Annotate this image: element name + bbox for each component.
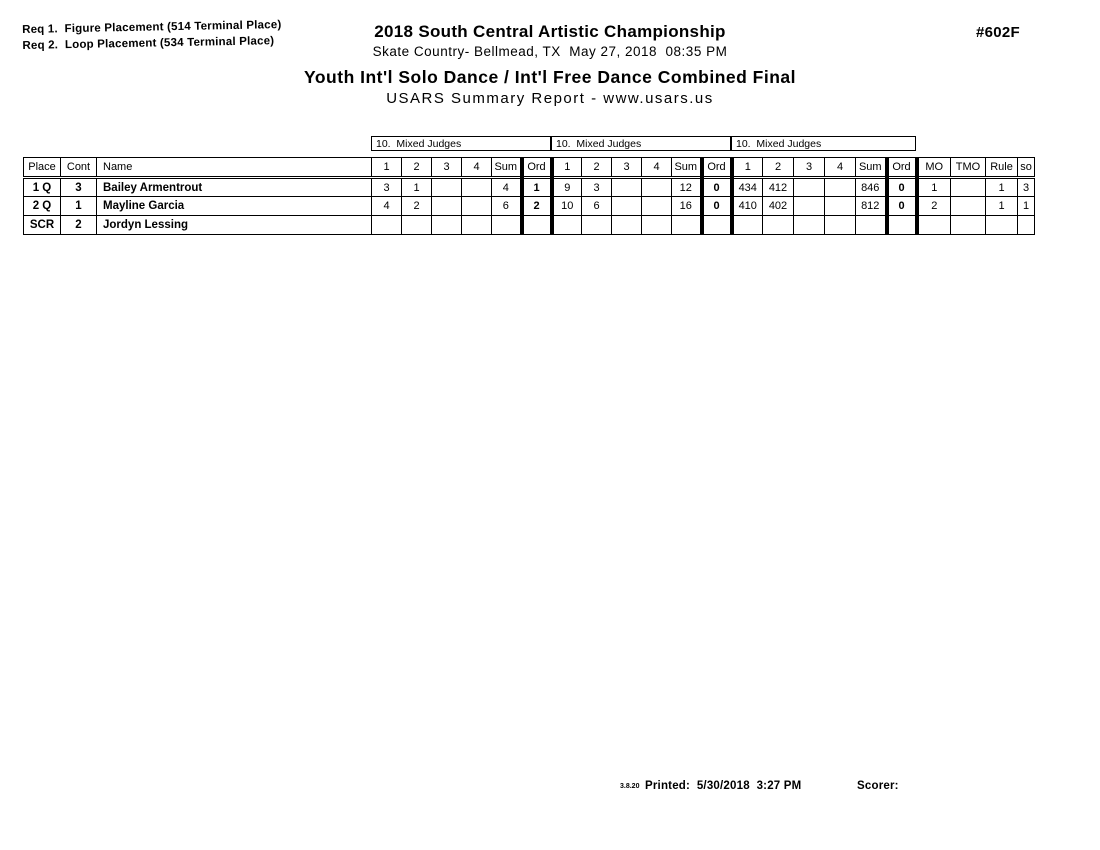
mo-cell <box>917 216 951 235</box>
score-cell <box>582 216 612 235</box>
score-cell <box>432 178 462 197</box>
col-header-judge2: 2 <box>402 158 432 178</box>
footer-printed-timestamp: Printed: 5/30/2018 3:27 PM <box>645 780 802 792</box>
score-cell <box>462 197 492 216</box>
ord-cell <box>702 216 732 235</box>
col-header-ord: Ord <box>887 158 917 178</box>
score-cell <box>825 178 856 197</box>
col-header-name: Name <box>97 158 372 178</box>
place-cell: 2 Q <box>24 197 61 216</box>
sum-cell <box>856 216 887 235</box>
col-header-judge1: 1 <box>552 158 582 178</box>
so-cell: 3 <box>1018 178 1035 197</box>
col-header-rule: Rule <box>986 158 1018 178</box>
score-cell <box>794 197 825 216</box>
cont-cell: 2 <box>61 216 97 235</box>
sum-cell: 846 <box>856 178 887 197</box>
score-cell <box>552 216 582 235</box>
col-header-judge2: 2 <box>763 158 794 178</box>
mo-cell: 2 <box>917 197 951 216</box>
place-cell: 1 Q <box>24 178 61 197</box>
sum-cell: 812 <box>856 197 887 216</box>
report-type-line: USARS Summary Report - www.usars.us <box>386 90 714 107</box>
score-cell: 3 <box>582 178 612 197</box>
score-cell <box>642 197 672 216</box>
ord-cell <box>522 216 552 235</box>
col-header-so: so <box>1018 158 1035 178</box>
tmo-cell <box>951 197 986 216</box>
championship-title: 2018 South Central Artistic Championship <box>374 22 726 41</box>
col-header-mo: MO <box>917 158 951 178</box>
col-header-judge1: 1 <box>732 158 763 178</box>
score-cell <box>462 216 492 235</box>
col-header-sum: Sum <box>672 158 702 178</box>
sum-cell: 6 <box>492 197 522 216</box>
score-cell <box>612 216 642 235</box>
results-table <box>23 157 1035 235</box>
score-cell <box>462 178 492 197</box>
score-cell: 2 <box>402 197 432 216</box>
mo-cell: 1 <box>917 178 951 197</box>
col-header-judge4: 4 <box>642 158 672 178</box>
venue-date-line: Skate Country- Bellmead, TX May 27, 2018 08:35 PM <box>372 44 728 59</box>
col-header-judge3: 3 <box>432 158 462 178</box>
judge-group-header-2: 10. Mixed Judges <box>551 136 731 151</box>
col-header-judge3: 3 <box>612 158 642 178</box>
score-cell: 402 <box>763 197 794 216</box>
score-cell <box>612 197 642 216</box>
col-header-tmo: TMO <box>951 158 986 178</box>
judge-group-strip <box>23 136 1034 153</box>
score-cell <box>432 197 462 216</box>
so-cell <box>1018 216 1035 235</box>
score-cell: 1 <box>402 178 432 197</box>
col-header-ord: Ord <box>522 158 552 178</box>
sum-cell <box>492 216 522 235</box>
sum-cell: 12 <box>672 178 702 197</box>
sum-cell <box>672 216 702 235</box>
ord-cell: 0 <box>887 178 917 197</box>
score-cell <box>825 197 856 216</box>
tmo-cell <box>951 216 986 235</box>
rule-cell <box>986 216 1018 235</box>
ord-cell: 1 <box>522 178 552 197</box>
event-title: Youth Int'l Solo Dance / Int'l Free Dance Combined Final <box>303 67 796 87</box>
score-cell <box>612 178 642 197</box>
cont-cell: 3 <box>61 178 97 197</box>
footer-scorer-label: Scorer: <box>857 780 899 792</box>
score-cell: 4 <box>372 197 402 216</box>
score-cell <box>402 216 432 235</box>
col-header-judge1: 1 <box>372 158 402 178</box>
score-cell <box>432 216 462 235</box>
rule-cell: 1 <box>986 178 1018 197</box>
score-cell: 9 <box>552 178 582 197</box>
rule-cell: 1 <box>986 197 1018 216</box>
score-cell: 412 <box>763 178 794 197</box>
col-header-judge3: 3 <box>794 158 825 178</box>
col-header-sum: Sum <box>492 158 522 178</box>
score-cell <box>794 216 825 235</box>
requirement-line-2: Req 2. Loop Placement (534 Terminal Place) <box>22 34 275 52</box>
place-cell: SCR <box>24 216 61 235</box>
ord-cell: 0 <box>887 197 917 216</box>
score-cell <box>642 178 672 197</box>
ord-cell <box>887 216 917 235</box>
score-cell: 410 <box>732 197 763 216</box>
col-header-cont: Cont <box>61 158 97 178</box>
col-header-sum: Sum <box>856 158 887 178</box>
tmo-cell <box>951 178 986 197</box>
score-cell <box>372 216 402 235</box>
judge-group-header-1: 10. Mixed Judges <box>371 136 551 151</box>
skater-name-cell: Jordyn Lessing <box>97 216 372 235</box>
ord-cell: 0 <box>702 197 732 216</box>
score-cell <box>763 216 794 235</box>
skater-name-cell: Mayline Garcia <box>97 197 372 216</box>
score-cell: 3 <box>372 178 402 197</box>
score-cell <box>794 178 825 197</box>
col-header-judge4: 4 <box>825 158 856 178</box>
ord-cell: 2 <box>522 197 552 216</box>
column-header-row <box>24 158 1035 178</box>
skater-name-cell: Bailey Armentrout <box>97 178 372 197</box>
col-header-judge2: 2 <box>582 158 612 178</box>
so-cell: 1 <box>1018 197 1035 216</box>
cont-cell: 1 <box>61 197 97 216</box>
score-cell <box>825 216 856 235</box>
col-header-place: Place <box>24 158 61 178</box>
score-cell: 10 <box>552 197 582 216</box>
judge-group-header-3: 10. Mixed Judges <box>731 136 916 151</box>
requirement-line-1: Req 1. Figure Placement (514 Terminal Place) <box>22 19 282 36</box>
col-header-ord: Ord <box>702 158 732 178</box>
score-cell: 434 <box>732 178 763 197</box>
result-row <box>24 216 1035 235</box>
score-cell <box>642 216 672 235</box>
sum-cell: 16 <box>672 197 702 216</box>
ord-cell: 0 <box>702 178 732 197</box>
result-row <box>24 178 1035 197</box>
event-number: #602F <box>975 24 1020 41</box>
score-cell <box>732 216 763 235</box>
results-table-region <box>23 136 1034 235</box>
result-row <box>24 197 1035 216</box>
header-center-block <box>0 22 1100 108</box>
footer-version-number: 3.8.20 <box>620 783 640 790</box>
sum-cell: 4 <box>492 178 522 197</box>
score-cell: 6 <box>582 197 612 216</box>
col-header-judge4: 4 <box>462 158 492 178</box>
